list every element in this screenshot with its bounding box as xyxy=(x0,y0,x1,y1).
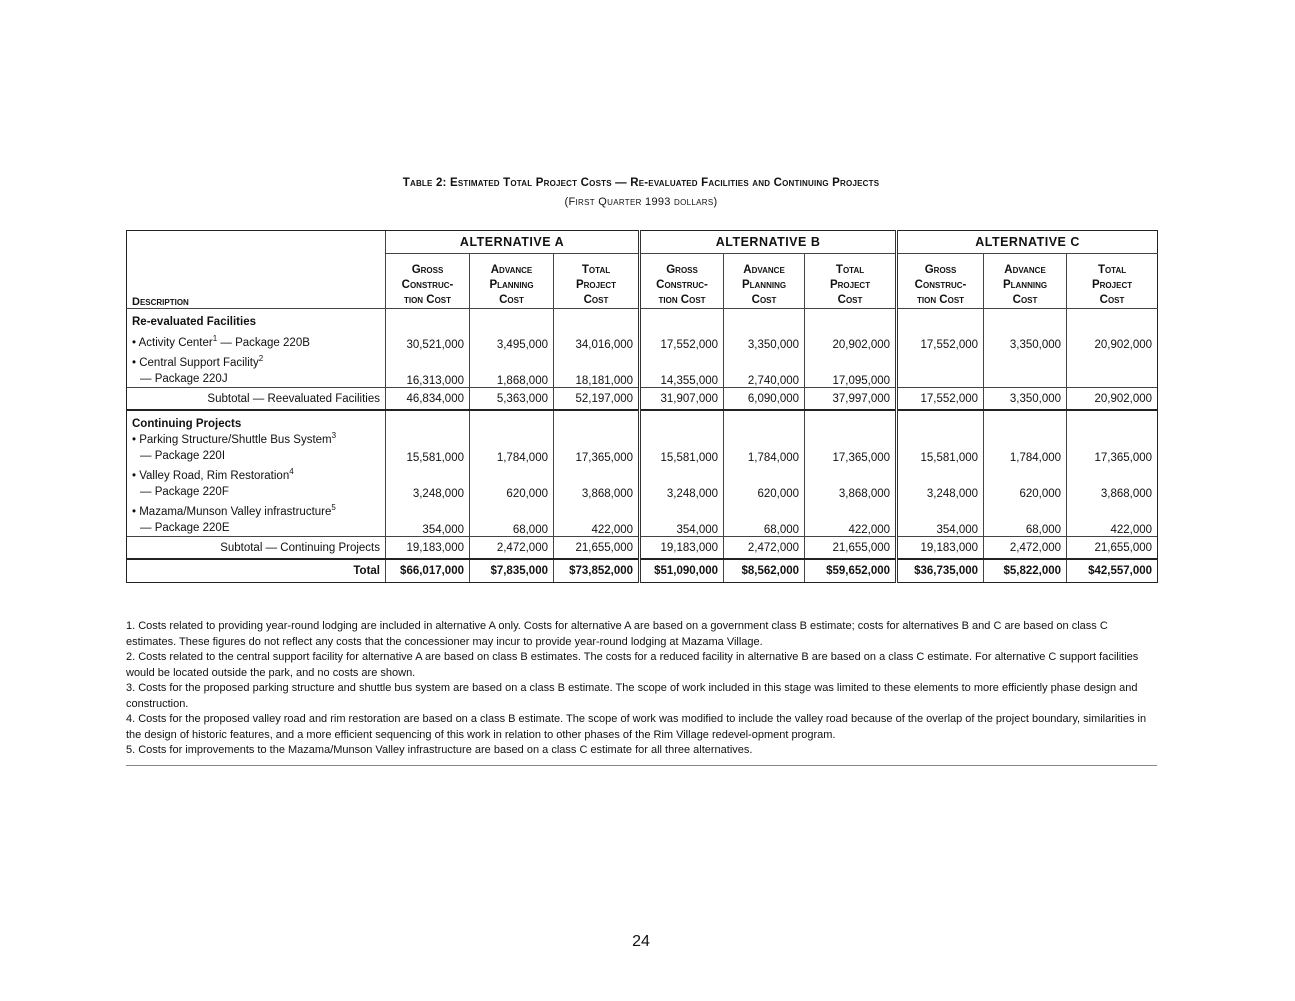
column-header-line: Project xyxy=(575,279,617,291)
cost-cell: 2,740,000 xyxy=(724,351,805,388)
cost-cell: 68,000 xyxy=(470,500,554,537)
subtotal-cell: 17,552,000 xyxy=(897,388,984,411)
footnote-marker: 1 xyxy=(212,334,218,344)
cost-cell: 17,552,000 xyxy=(640,330,724,351)
section-heading: Continuing Projects xyxy=(127,410,386,432)
cost-cell: 354,000 xyxy=(386,500,470,537)
column-header-line: Project xyxy=(829,279,871,291)
cost-cell: 3,350,000 xyxy=(984,330,1067,351)
cost-cell: 30,521,000 xyxy=(386,330,470,351)
empty-cell xyxy=(470,309,554,331)
cost-cell: 422,000 xyxy=(554,500,640,537)
subtotal-label: Subtotal — Reevaluated Facilities xyxy=(127,388,386,411)
column-header-line: Advance xyxy=(490,264,533,276)
cost-cell: 1,868,000 xyxy=(470,351,554,388)
empty-cell xyxy=(640,410,724,432)
cost-cell: 17,365,000 xyxy=(1067,432,1158,464)
empty-cell xyxy=(470,410,554,432)
section-heading: Re-evaluated Facilities xyxy=(127,309,386,331)
empty-cell xyxy=(554,309,640,331)
row-description xyxy=(127,500,386,537)
empty-cell xyxy=(640,309,724,331)
header-blank-cell xyxy=(127,231,386,254)
total-row xyxy=(127,559,1158,583)
row-label-line2: — Package 220E xyxy=(140,522,230,534)
cost-cell: 3,248,000 xyxy=(897,464,984,500)
column-header-line: Gross xyxy=(411,264,444,276)
table-row xyxy=(127,464,1158,500)
cost-cell: 17,552,000 xyxy=(897,330,984,351)
cost-cell: 34,016,000 xyxy=(554,330,640,351)
subtotal-cell: 37,997,000 xyxy=(805,388,897,411)
total-cell: $7,835,000 xyxy=(470,559,554,583)
column-header xyxy=(1067,254,1158,309)
subtotal-row xyxy=(127,388,1158,411)
empty-cell xyxy=(805,309,897,331)
description-header: Description xyxy=(127,254,386,309)
cost-cell: 354,000 xyxy=(640,500,724,537)
column-header-line: Cost xyxy=(499,294,524,306)
empty-cell xyxy=(805,410,897,432)
table-subtitle: (First Quarter 1993 dollars) xyxy=(564,196,718,208)
column-header xyxy=(470,254,554,309)
empty-cell xyxy=(984,309,1067,331)
column-header-line: Gross xyxy=(924,264,957,276)
row-description xyxy=(127,432,386,464)
row-label: • Central Support Facility xyxy=(132,357,259,369)
column-header xyxy=(805,254,897,309)
cost-cell xyxy=(897,351,984,388)
table-row xyxy=(127,330,1158,351)
subtotal-cell: 21,655,000 xyxy=(805,537,897,560)
footnote: 1. Costs related to providing year-round lodging are included in alternative A only. Costs for alternative A are based on a government class B estimate; costs for alternatives B and C are based on class C estimates. These figures do not reflect any costs that the concessioner may incur to provide year-round lodging at Mazama Village. xyxy=(126,620,1108,648)
total-cell: $73,852,000 xyxy=(554,559,640,583)
footnote-marker: 5 xyxy=(331,503,336,513)
cost-cell: 3,248,000 xyxy=(640,464,724,500)
subtotal-label: Subtotal — Continuing Projects xyxy=(127,537,386,560)
column-header xyxy=(984,254,1067,309)
subtotal-cell: 52,197,000 xyxy=(554,388,640,411)
row-label-suffix: — Package 220B xyxy=(217,337,310,349)
column-header-line: Gross xyxy=(666,264,698,276)
cost-cell: 620,000 xyxy=(984,464,1067,500)
column-header xyxy=(897,254,984,309)
column-header-row xyxy=(127,254,1158,309)
empty-cell xyxy=(1067,309,1158,331)
cost-cell: 20,902,000 xyxy=(1067,330,1158,351)
column-header-line: Total xyxy=(581,264,611,276)
column-header-line: Cost xyxy=(837,294,863,306)
cost-cell: 15,581,000 xyxy=(386,432,470,464)
cost-cell: 3,868,000 xyxy=(1067,464,1158,500)
alternative-header: ALTERNATIVE C xyxy=(897,231,1158,254)
page-number: 24 xyxy=(632,933,650,950)
subtotal-cell: 5,363,000 xyxy=(470,388,554,411)
total-cell: $59,652,000 xyxy=(805,559,897,583)
subtotal-cell: 2,472,000 xyxy=(984,537,1067,560)
footnote: 5. Costs for improvements to the Mazama/Munson Valley infrastructure are based on a class C estimate for all three alternatives. xyxy=(126,744,753,756)
column-header-line: Total xyxy=(835,264,865,276)
column-header xyxy=(724,254,805,309)
footnote: 3. Costs for the proposed parking structure and shuttle bus system are based on a class B estimate. The scope of work included in this stage was limited to these elements to more efficiently phase design and construction. xyxy=(126,682,1138,710)
cost-cell: 354,000 xyxy=(897,500,984,537)
alternative-header: ALTERNATIVE B xyxy=(640,231,897,254)
subtotal-cell: 20,902,000 xyxy=(1067,388,1158,411)
column-header-line: Construc- xyxy=(401,279,454,291)
cost-cell: 14,355,000 xyxy=(640,351,724,388)
table-row xyxy=(127,351,1158,388)
column-header-line: Construc- xyxy=(656,279,708,291)
column-header-line: Planning xyxy=(741,279,787,291)
table-title: Table 2: Estimated Total Project Costs — Re-evaluated Facilities and Continuing Projects xyxy=(402,177,880,189)
subtotal-cell: 21,655,000 xyxy=(1067,537,1158,560)
column-header-line: Cost xyxy=(1012,294,1038,306)
column-header-line: Cost xyxy=(751,294,777,306)
total-label: Total xyxy=(127,559,386,583)
column-header-line: tion Cost xyxy=(917,294,965,306)
alternative-header: ALTERNATIVE A xyxy=(386,231,640,254)
subtotal-row xyxy=(127,537,1158,560)
cost-cell: 1,784,000 xyxy=(470,432,554,464)
table-row xyxy=(127,500,1158,537)
footnote-marker: 2 xyxy=(258,354,264,364)
cost-cell: 16,313,000 xyxy=(386,351,470,388)
cost-cell: 17,095,000 xyxy=(805,351,897,388)
cost-cell: 18,181,000 xyxy=(554,351,640,388)
cost-cell: 3,350,000 xyxy=(724,330,805,351)
footnote: 2. Costs related to the central support facility for alternative A are based on class B estimates. The costs for a reduced facility in alternative B are based on a class C estimate. For alternative C support facilities would be located outside the park, and no costs are shown. xyxy=(126,651,1139,679)
subtotal-cell: 19,183,000 xyxy=(897,537,984,560)
column-header xyxy=(386,254,470,309)
column-header-line: Advance xyxy=(743,264,785,276)
cost-cell: 620,000 xyxy=(724,464,805,500)
cost-cell xyxy=(984,351,1067,388)
empty-cell xyxy=(554,410,640,432)
cost-cell: 422,000 xyxy=(805,500,897,537)
alternatives-header-row xyxy=(127,231,1158,254)
row-label: • Valley Road, Rim Restoration xyxy=(132,470,290,482)
subtotal-cell: 19,183,000 xyxy=(386,537,470,560)
table-row xyxy=(127,432,1158,464)
cost-cell: 422,000 xyxy=(1067,500,1158,537)
column-header-line: tion Cost xyxy=(403,294,452,306)
empty-cell xyxy=(984,410,1067,432)
section-heading-row xyxy=(127,309,1158,331)
row-label: • Mazama/Munson Valley infrastructure xyxy=(132,506,332,518)
footnote-marker: 3 xyxy=(331,431,337,441)
empty-cell xyxy=(724,410,805,432)
total-cell: $51,090,000 xyxy=(640,559,724,583)
subtotal-cell: 3,350,000 xyxy=(984,388,1067,411)
empty-cell xyxy=(897,410,984,432)
column-header xyxy=(554,254,640,309)
cost-cell: 17,365,000 xyxy=(554,432,640,464)
total-cell: $66,017,000 xyxy=(386,559,470,583)
subtotal-cell: 2,472,000 xyxy=(470,537,554,560)
cost-cell: 3,868,000 xyxy=(554,464,640,500)
cost-cell: 15,581,000 xyxy=(640,432,724,464)
cost-cell: 68,000 xyxy=(984,500,1067,537)
cost-cell: 1,784,000 xyxy=(984,432,1067,464)
cost-cell xyxy=(1067,351,1158,388)
column-header-line: Planning xyxy=(1002,279,1048,291)
row-label: • Activity Center xyxy=(132,337,213,349)
cost-table xyxy=(126,230,1158,583)
subtotal-cell: 19,183,000 xyxy=(640,537,724,560)
cost-cell: 3,495,000 xyxy=(470,330,554,351)
column-header-line: tion Cost xyxy=(658,294,706,306)
subtotal-cell: 31,907,000 xyxy=(640,388,724,411)
empty-cell xyxy=(386,309,470,331)
empty-cell xyxy=(386,410,470,432)
subtotal-cell: 2,472,000 xyxy=(724,537,805,560)
cost-cell: 3,868,000 xyxy=(805,464,897,500)
column-header-line: Project xyxy=(1091,279,1133,291)
cost-cell: 1,784,000 xyxy=(724,432,805,464)
subtotal-cell: 46,834,000 xyxy=(386,388,470,411)
cost-cell: 620,000 xyxy=(470,464,554,500)
empty-cell xyxy=(1067,410,1158,432)
row-label-line2: — Package 220J xyxy=(140,373,228,385)
subtotal-cell: 6,090,000 xyxy=(724,388,805,411)
footnotes xyxy=(126,619,1157,766)
total-cell: $36,735,000 xyxy=(897,559,984,583)
section-heading-row xyxy=(127,410,1158,432)
subtotal-cell: 21,655,000 xyxy=(554,537,640,560)
row-description xyxy=(127,351,386,388)
column-header-line: Cost xyxy=(1099,294,1125,306)
total-cell: $5,822,000 xyxy=(984,559,1067,583)
total-cell: $42,557,000 xyxy=(1067,559,1158,583)
column-header-line: Advance xyxy=(1004,264,1046,276)
empty-cell xyxy=(897,309,984,331)
row-description xyxy=(127,464,386,500)
cost-cell: 17,365,000 xyxy=(805,432,897,464)
cost-cell: 68,000 xyxy=(724,500,805,537)
column-header-line: Total xyxy=(1097,264,1127,276)
row-description xyxy=(127,330,386,351)
column-header xyxy=(640,254,724,309)
row-label: • Parking Structure/Shuttle Bus System xyxy=(132,434,332,446)
column-header-line: Construc- xyxy=(914,279,967,291)
cost-cell: 3,248,000 xyxy=(386,464,470,500)
row-label-line2: — Package 220I xyxy=(140,450,226,462)
column-header-line: Planning xyxy=(489,279,534,291)
empty-cell xyxy=(724,309,805,331)
footnote-marker: 4 xyxy=(289,467,294,477)
row-label-line2: — Package 220F xyxy=(140,486,229,498)
footnote: 4. Costs for the proposed valley road and rim restoration are based on a class B estimate. The scope of work was modified to include the valley road because of the overlap of the project boundary, similarities in the design of historic features, and a more efficient sequencing of this work in relation to other phases of the Rim Village redevel-opment program. xyxy=(126,713,1147,741)
cost-cell: 15,581,000 xyxy=(897,432,984,464)
cost-cell: 20,902,000 xyxy=(805,330,897,351)
column-header-line: Cost xyxy=(583,294,609,306)
total-cell: $8,562,000 xyxy=(724,559,805,583)
